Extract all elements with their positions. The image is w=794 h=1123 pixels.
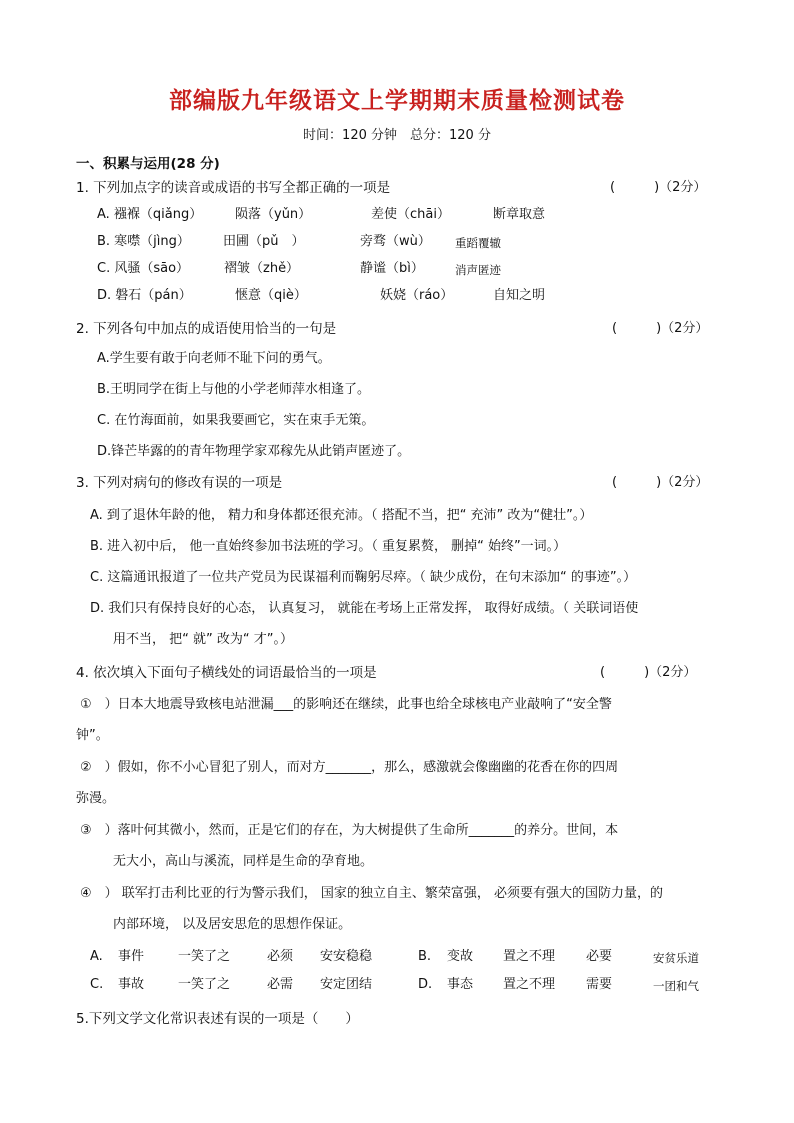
q4-choice-a-3: 必须 — [267, 949, 294, 964]
q4-choice-a-2: 一笑了之 — [178, 949, 231, 964]
q4-choice-a-4: 安安稳稳 — [320, 949, 373, 964]
q4-choice-a-letter: A. — [90, 949, 103, 964]
q3-stem: 3. 下列对病句的修改有误的一项是 — [76, 475, 283, 491]
q2-option-a: A.学生要有敢于向老师不耻下问的勇气。 — [97, 351, 331, 366]
q4-choice-d-letter: D. — [418, 977, 433, 992]
q4-item-4: ④ ） 联军打击利比亚的行为警示我们， 国家的独立自主、繁荣富强， 必须要有强大的国防力量，的 — [80, 886, 664, 901]
page-title: 部编版九年级语文上学期期末质量检测试卷 — [169, 88, 625, 114]
q4-item-3-cont: 无大小，高山与溪流，同样是生命的孕育地。 — [113, 854, 374, 869]
q1-c-2: 褶皱（zhě） — [224, 261, 300, 276]
q4-answer-blank: ( )（2分） — [600, 665, 697, 680]
q1-a-3: 差使（chāi） — [371, 207, 450, 222]
q4-choice-b-letter: B. — [418, 949, 432, 964]
q4-choice-b-4: 安贫乐道 — [653, 951, 699, 965]
q4-choice-d-1: 事态 — [447, 977, 474, 992]
q4-item-1: ① ）日本大地震导致核电站泄漏___的影响还在继续，此事也给全球核电产业敲响了“安全警 — [80, 697, 612, 712]
q3-option-a: A. 到了退休年龄的他， 精力和身体都还很充沛。（ 搭配不当，把“ 充沛” 改为“健壮”。） — [90, 508, 593, 523]
q2-option-c: C. 在竹海面前，如果我要画它，实在束手无策。 — [97, 413, 375, 428]
q4-item-3: ③ ）落叶何其微小，然而，正是它们的存在，为大树提供了生命所_______的养分。世间，本 — [80, 823, 619, 838]
q4-choice-b-1: 变故 — [447, 949, 474, 964]
q1-b-2: 田圃（pǔ ） — [223, 234, 305, 249]
q4-choice-c-2: 一笑了之 — [178, 977, 231, 992]
q4-choice-d-4: 一团和气 — [653, 979, 699, 993]
q4-choice-d-2: 置之不理 — [503, 977, 556, 992]
q1-b-1: B. 寒噤（jìng） — [97, 234, 190, 249]
q1-d-3: 妖娆（ráo） — [380, 288, 454, 303]
q4-item-4-cont: 内部环境， 以及居安思危的思想作保证。 — [113, 917, 352, 932]
q3-answer-blank: ( )（2分） — [612, 475, 709, 490]
q4-choice-c-letter: C. — [90, 977, 104, 992]
q2-stem: 2. 下列各句中加点的成语使用恰当的一句是 — [76, 321, 337, 337]
q4-item-2-cont: 弥漫。 — [76, 791, 116, 806]
q1-d-1: D. 磐石（pán） — [97, 288, 192, 303]
q1-d-4: 自知之明 — [493, 288, 546, 303]
q1-a-2: 陨落（yǔn） — [235, 207, 312, 222]
q4-choice-b-3: 必要 — [586, 949, 613, 964]
q2-answer-blank: ( )（2分） — [612, 321, 709, 336]
q4-stem: 4. 依次填入下面句子横线处的词语最恰当的一项是 — [76, 665, 377, 681]
q1-answer-blank: ( )（2分） — [610, 180, 707, 195]
q4-choice-c-4: 安定团结 — [320, 977, 373, 992]
q4-choice-c-1: 事故 — [118, 977, 145, 992]
section-heading: 一、积累与运用(28 分) — [76, 156, 220, 172]
q5-stem: 5.下列文学文化常识表述有误的一项是（ ） — [76, 1011, 359, 1027]
q1-c-1: C. 风骚（sāo） — [97, 261, 190, 276]
q3-option-c: C. 这篇通讯报道了一位共产党员为民谋福利而鞠躬尽瘁。（ 缺少成份，在句末添加“ 的事迹”。） — [90, 570, 637, 585]
q2-option-d: D.锋芒毕露的的青年物理学家邓稼先从此销声匿迹了。 — [97, 444, 411, 459]
q3-option-d: D. 我们只有保持良好的心态， 认真复习， 就能在考场上正常发挥， 取得好成绩。（ 关联词语使 — [90, 601, 639, 616]
q4-choice-a-1: 事件 — [118, 949, 145, 964]
q1-d-2: 惬意（qiè） — [235, 288, 307, 303]
q4-choice-d-3: 需要 — [586, 977, 613, 992]
q3-option-b: B. 进入初中后， 他一直始终参加书法班的学习。（ 重复累赘， 删掉“ 始终”一词。） — [90, 539, 567, 554]
q4-item-2: ② ）假如，你不小心冒犯了别人，而对方_______，那么，感激就会像幽幽的花香在你的四周 — [80, 760, 619, 775]
q1-a-1: A. 襁褓（qiǎng） — [97, 207, 203, 222]
q3-option-d-cont: 用不当， 把“ 就” 改为“ 才”。） — [113, 632, 293, 647]
exam-meta: 时间：120 分钟 总分：120 分 — [303, 128, 491, 143]
q1-stem: 1. 下列加点字的读音或成语的书写全都正确的一项是 — [76, 180, 391, 196]
q4-choice-b-2: 置之不理 — [503, 949, 556, 964]
q4-choice-c-3: 必需 — [267, 977, 294, 992]
q1-c-4: 消声匿迹 — [455, 263, 501, 277]
q1-b-4: 重蹈覆辙 — [455, 236, 501, 250]
q1-c-3: 静谧（bì） — [360, 261, 424, 276]
q2-option-b: B.王明同学在街上与他的小学老师萍水相逢了。 — [97, 382, 371, 397]
q1-a-4: 断章取意 — [493, 207, 546, 222]
q1-b-3: 旁骛（wù） — [360, 234, 431, 249]
q4-item-1-cont: 钟”。 — [76, 728, 109, 743]
